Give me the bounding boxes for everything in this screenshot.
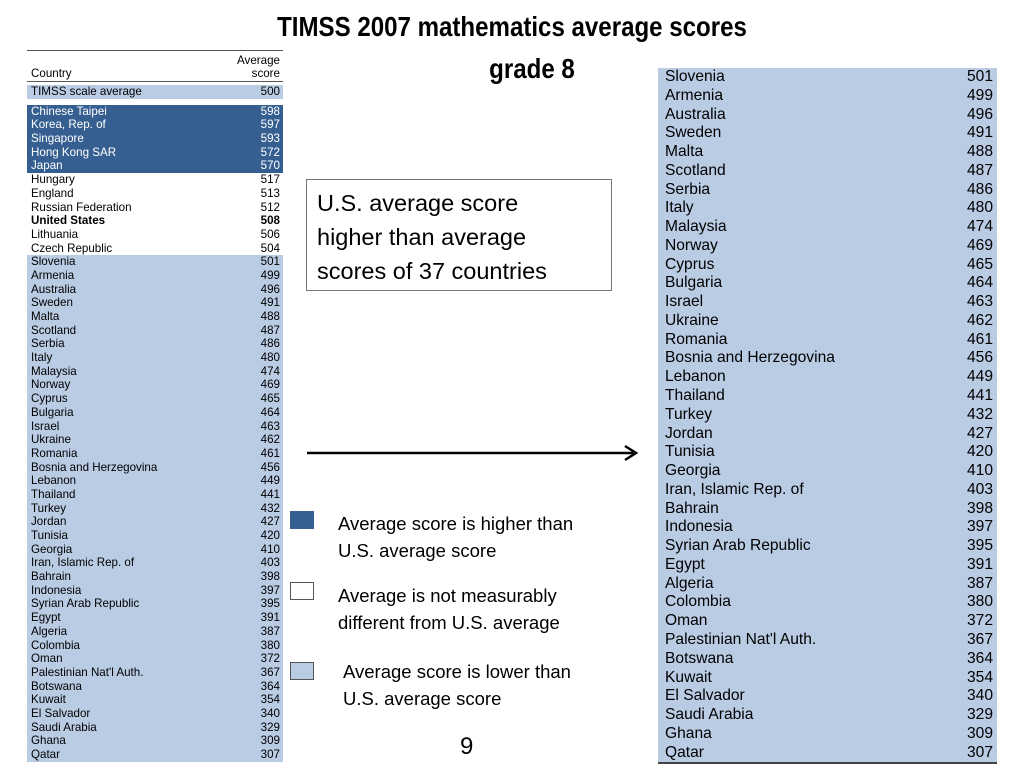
row-country: Thailand bbox=[31, 487, 76, 501]
table-row bbox=[27, 105, 283, 119]
legend-lower bbox=[343, 658, 571, 712]
table-row bbox=[27, 734, 283, 748]
table-row bbox=[658, 481, 997, 500]
row-country: England bbox=[31, 186, 74, 200]
row-score: 456 bbox=[966, 349, 993, 367]
row-score: 501 bbox=[966, 68, 993, 85]
scores-table-lower bbox=[658, 68, 997, 764]
row-score: 449 bbox=[260, 474, 280, 488]
row-score: 461 bbox=[260, 446, 280, 460]
left-table-rows bbox=[27, 105, 283, 762]
table-row bbox=[658, 669, 997, 688]
legend-same-line1: Average is not measurably bbox=[338, 585, 557, 606]
header-score bbox=[237, 54, 280, 80]
row-country: Indonesia bbox=[665, 518, 733, 536]
table-row bbox=[27, 721, 283, 735]
row-country: Turkey bbox=[665, 405, 713, 423]
row-country: Sweden bbox=[31, 296, 73, 310]
row-country: Ukraine bbox=[31, 433, 71, 447]
row-score: 463 bbox=[260, 419, 280, 433]
row-country: Czech Republic bbox=[31, 241, 113, 255]
row-country: Serbia bbox=[31, 337, 65, 351]
legend-lower-line1: Average score is lower than bbox=[343, 661, 571, 682]
row-country: Korea, Rep. of bbox=[31, 118, 106, 132]
row-score: 427 bbox=[260, 515, 280, 529]
row-country: Palestinian Nat'l Auth. bbox=[31, 665, 144, 679]
row-country: Serbia bbox=[665, 180, 711, 198]
slide-subtitle: grade 8 bbox=[489, 53, 575, 84]
row-score: 486 bbox=[966, 180, 993, 198]
row-score: 463 bbox=[966, 293, 993, 311]
table-row bbox=[27, 447, 283, 461]
table-row bbox=[658, 387, 997, 406]
row-score: 598 bbox=[260, 104, 280, 118]
table-row bbox=[658, 87, 997, 106]
legend-swatch-lower bbox=[290, 662, 314, 680]
row-score: 465 bbox=[260, 392, 280, 406]
table-row bbox=[658, 143, 997, 162]
row-score: 410 bbox=[260, 542, 280, 556]
row-country: Sweden bbox=[665, 124, 722, 142]
row-score: 391 bbox=[260, 611, 280, 625]
scores-table-full bbox=[27, 50, 283, 762]
row-score: 432 bbox=[260, 501, 280, 515]
row-score: 469 bbox=[966, 236, 993, 254]
table-row bbox=[27, 611, 283, 625]
table-row bbox=[27, 693, 283, 707]
table-row bbox=[27, 324, 283, 338]
table-row bbox=[658, 68, 997, 87]
table-row bbox=[658, 181, 997, 200]
table-row bbox=[658, 631, 997, 650]
callout-line3: scores of 37 countries bbox=[317, 258, 547, 284]
row-country: Russian Federation bbox=[31, 200, 132, 214]
row-score: 397 bbox=[966, 518, 993, 536]
row-country: Malta bbox=[665, 143, 704, 161]
table-row bbox=[658, 687, 997, 706]
row-score: 391 bbox=[966, 555, 993, 573]
row-country: Indonesia bbox=[31, 583, 82, 597]
table-row bbox=[658, 518, 997, 537]
row-score: 380 bbox=[966, 593, 993, 611]
table-row bbox=[27, 283, 283, 297]
row-score: 487 bbox=[966, 161, 993, 179]
row-score: 364 bbox=[966, 649, 993, 667]
table-row bbox=[27, 570, 283, 584]
table-row bbox=[658, 443, 997, 462]
row-country: Botswana bbox=[31, 679, 82, 693]
row-score: 491 bbox=[260, 296, 280, 310]
table-row bbox=[27, 584, 283, 598]
table-row bbox=[27, 406, 283, 420]
table-row bbox=[658, 575, 997, 594]
table-row bbox=[658, 331, 997, 350]
table-row bbox=[658, 199, 997, 218]
table-row bbox=[658, 256, 997, 275]
legend-lower-line2: U.S. average score bbox=[343, 688, 502, 709]
row-country: Armenia bbox=[665, 86, 724, 104]
callout-line1: U.S. average score bbox=[317, 190, 519, 216]
legend-higher bbox=[338, 510, 573, 564]
row-country: Australia bbox=[665, 105, 726, 123]
table-row bbox=[658, 537, 997, 556]
row-country: Qatar bbox=[31, 748, 60, 761]
table-row bbox=[658, 462, 997, 481]
row-country: Georgia bbox=[665, 462, 721, 480]
table-row bbox=[27, 392, 283, 406]
row-score: 387 bbox=[966, 574, 993, 592]
table-row bbox=[27, 652, 283, 666]
row-score: 461 bbox=[966, 330, 993, 348]
table-row bbox=[27, 310, 283, 324]
legend-same-line2: different from U.S. average bbox=[338, 612, 560, 633]
table-row bbox=[27, 201, 283, 215]
table-row bbox=[27, 269, 283, 283]
row-country: Hong Kong SAR bbox=[31, 145, 117, 159]
row-score: 593 bbox=[260, 132, 280, 146]
row-country: Colombia bbox=[31, 638, 80, 652]
row-country: Saudi Arabia bbox=[31, 720, 97, 734]
row-score: 372 bbox=[966, 612, 993, 630]
row-score: 364 bbox=[260, 679, 280, 693]
row-score: 464 bbox=[260, 405, 280, 419]
row-score: 572 bbox=[260, 145, 280, 159]
table-row bbox=[27, 666, 283, 680]
row-score: 570 bbox=[260, 159, 280, 173]
row-score: 395 bbox=[260, 597, 280, 611]
row-country: Bulgaria bbox=[665, 274, 723, 292]
legend-higher-line1: Average score is higher than bbox=[338, 513, 574, 534]
row-score: 307 bbox=[260, 748, 280, 761]
row-country: Jordan bbox=[665, 424, 713, 442]
table-row bbox=[658, 650, 997, 669]
header-score-line2: score bbox=[251, 67, 280, 80]
row-score: 403 bbox=[260, 556, 280, 570]
table-row bbox=[27, 597, 283, 611]
row-country: Palestinian Nat'l Auth. bbox=[665, 630, 817, 648]
row-country: Georgia bbox=[31, 542, 73, 556]
row-country: Thailand bbox=[665, 387, 725, 405]
row-country: Lithuania bbox=[31, 227, 79, 241]
row-country: Bosnia and Herzegovina bbox=[31, 460, 158, 474]
slide-title: TIMSS 2007 mathematics average scores bbox=[277, 11, 747, 42]
row-score: 513 bbox=[260, 186, 280, 200]
row-country: Ghana bbox=[31, 734, 66, 748]
row-country: Lebanon bbox=[665, 368, 726, 386]
row-score: 506 bbox=[260, 227, 280, 241]
scale-average-row bbox=[27, 85, 283, 99]
table-row bbox=[658, 124, 997, 143]
row-score: 487 bbox=[260, 323, 280, 337]
row-country: Bosnia and Herzegovina bbox=[665, 349, 835, 367]
row-country: Slovenia bbox=[31, 255, 76, 269]
header-country: Country bbox=[31, 67, 72, 80]
table-header bbox=[27, 50, 283, 82]
row-score: 340 bbox=[966, 687, 993, 705]
table-row bbox=[27, 118, 283, 132]
table-row bbox=[27, 159, 283, 173]
row-score: 464 bbox=[966, 274, 993, 292]
callout-box bbox=[306, 179, 612, 291]
row-country: Malaysia bbox=[31, 364, 77, 378]
row-country: Kuwait bbox=[31, 693, 66, 707]
row-score: 480 bbox=[966, 199, 993, 217]
row-score: 398 bbox=[966, 499, 993, 517]
row-score: 469 bbox=[260, 378, 280, 392]
row-country: Iran, Islamic Rep. of bbox=[665, 480, 804, 498]
table-row bbox=[27, 146, 283, 160]
row-score: 491 bbox=[966, 124, 993, 142]
table-row bbox=[658, 274, 997, 293]
row-score: 398 bbox=[260, 570, 280, 584]
row-score: 504 bbox=[260, 241, 280, 255]
row-score: 496 bbox=[260, 282, 280, 296]
row-country: Oman bbox=[665, 612, 708, 630]
table-row bbox=[658, 106, 997, 125]
row-score: 387 bbox=[260, 624, 280, 638]
row-country: Australia bbox=[31, 282, 77, 296]
row-country: Italy bbox=[665, 199, 694, 217]
row-country: Bahrain bbox=[31, 570, 71, 584]
row-score: 427 bbox=[966, 424, 993, 442]
row-country: Chinese Taipei bbox=[31, 104, 107, 118]
row-country: Romania bbox=[665, 330, 728, 348]
row-score: 340 bbox=[260, 706, 280, 720]
row-score: 474 bbox=[966, 218, 993, 236]
legend-higher-line2: U.S. average score bbox=[338, 540, 497, 561]
row-score: 486 bbox=[260, 337, 280, 351]
row-score: 597 bbox=[260, 118, 280, 132]
row-country: Qatar bbox=[665, 743, 704, 761]
page-number: 9 bbox=[460, 733, 474, 760]
table-row bbox=[658, 406, 997, 425]
table-row bbox=[658, 612, 997, 631]
row-country: Iran, Islamic Rep. of bbox=[31, 556, 135, 570]
row-score: 500 bbox=[260, 85, 280, 98]
table-row bbox=[658, 349, 997, 368]
row-score: 397 bbox=[260, 583, 280, 597]
legend-swatch-same bbox=[290, 582, 314, 600]
row-score: 367 bbox=[260, 665, 280, 679]
table-row bbox=[27, 707, 283, 721]
row-score: 488 bbox=[260, 310, 280, 323]
row-score: 441 bbox=[966, 387, 993, 405]
table-row bbox=[658, 237, 997, 256]
row-score: 403 bbox=[966, 480, 993, 498]
row-country: Colombia bbox=[665, 593, 731, 611]
row-country: Kuwait bbox=[665, 668, 712, 686]
table-row bbox=[27, 255, 283, 269]
table-row bbox=[27, 433, 283, 447]
table-row bbox=[27, 748, 283, 762]
row-country: Ghana bbox=[665, 724, 712, 742]
row-score: 432 bbox=[966, 405, 993, 423]
row-score: 420 bbox=[260, 529, 280, 542]
row-country: Egypt bbox=[665, 555, 705, 573]
row-country: Israel bbox=[31, 419, 60, 433]
row-country: United States bbox=[31, 214, 106, 228]
row-country: Tunisia bbox=[665, 443, 715, 461]
table-row bbox=[658, 425, 997, 444]
table-row bbox=[27, 378, 283, 392]
row-score: 329 bbox=[966, 706, 993, 724]
table-row bbox=[27, 625, 283, 639]
row-country: Bahrain bbox=[665, 499, 719, 517]
row-country: Ukraine bbox=[665, 311, 719, 329]
row-country: Egypt bbox=[31, 611, 61, 625]
row-country: Italy bbox=[31, 351, 53, 365]
row-score: 329 bbox=[260, 720, 280, 734]
row-score: 456 bbox=[260, 460, 280, 474]
row-score: 499 bbox=[260, 268, 280, 282]
row-score: 449 bbox=[966, 368, 993, 386]
table-row bbox=[27, 474, 283, 488]
table-row bbox=[658, 293, 997, 312]
table-row bbox=[27, 488, 283, 502]
table-row bbox=[658, 593, 997, 612]
row-country: Singapore bbox=[31, 132, 84, 146]
table-row bbox=[658, 162, 997, 181]
row-country: Syrian Arab Republic bbox=[31, 597, 140, 611]
row-score: 508 bbox=[260, 214, 280, 228]
row-score: 372 bbox=[260, 652, 280, 666]
row-country: Saudi Arabia bbox=[665, 706, 754, 724]
row-country: Hungary bbox=[31, 173, 75, 187]
table-row bbox=[27, 529, 283, 543]
row-score: 462 bbox=[966, 311, 993, 329]
table-row bbox=[658, 706, 997, 725]
row-score: 517 bbox=[260, 173, 280, 187]
row-country: Tunisia bbox=[31, 529, 68, 542]
row-score: 441 bbox=[260, 487, 280, 501]
table-row bbox=[658, 368, 997, 387]
row-country: Cyprus bbox=[665, 255, 715, 273]
row-country: Cyprus bbox=[31, 392, 68, 406]
row-score: 499 bbox=[966, 86, 993, 104]
table-row bbox=[658, 725, 997, 744]
table-row bbox=[27, 132, 283, 146]
row-score: 496 bbox=[966, 105, 993, 123]
row-score: 462 bbox=[260, 433, 280, 447]
table-row bbox=[27, 502, 283, 516]
table-row bbox=[658, 312, 997, 331]
row-country: Algeria bbox=[31, 624, 68, 638]
table-row bbox=[658, 556, 997, 575]
row-score: 410 bbox=[966, 462, 993, 480]
row-country: Bulgaria bbox=[31, 405, 74, 419]
row-country: Norway bbox=[665, 236, 718, 254]
table-row bbox=[27, 365, 283, 379]
row-score: 395 bbox=[966, 537, 993, 555]
legend-swatch-higher bbox=[290, 511, 314, 529]
row-country: Norway bbox=[31, 378, 71, 392]
row-country: Malta bbox=[31, 310, 60, 323]
row-country: TIMSS scale average bbox=[31, 85, 142, 98]
table-row bbox=[27, 420, 283, 434]
row-country: Algeria bbox=[665, 574, 714, 592]
row-country: Syrian Arab Republic bbox=[665, 537, 811, 555]
table-row bbox=[27, 296, 283, 310]
table-row bbox=[27, 639, 283, 653]
row-country: Armenia bbox=[31, 268, 75, 282]
row-score: 512 bbox=[260, 200, 280, 214]
row-country: Turkey bbox=[31, 501, 67, 515]
right-arrow-icon bbox=[305, 441, 645, 465]
row-score: 380 bbox=[260, 638, 280, 652]
row-country: Oman bbox=[31, 652, 63, 666]
row-country: Japan bbox=[31, 159, 63, 173]
legend-same bbox=[338, 582, 560, 636]
table-row bbox=[27, 337, 283, 351]
table-row bbox=[658, 218, 997, 237]
row-country: Scotland bbox=[31, 323, 77, 337]
row-country: Israel bbox=[665, 293, 704, 311]
row-country: El Salvador bbox=[31, 706, 91, 720]
table-row bbox=[27, 461, 283, 475]
row-score: 480 bbox=[260, 351, 280, 365]
table-row bbox=[27, 187, 283, 201]
table-row bbox=[658, 744, 997, 763]
right-table-rows bbox=[658, 68, 997, 762]
row-country: Malaysia bbox=[665, 218, 727, 236]
table-row bbox=[27, 228, 283, 242]
row-score: 307 bbox=[966, 743, 993, 761]
row-score: 309 bbox=[966, 724, 993, 742]
row-score: 354 bbox=[966, 668, 993, 686]
callout-line2: higher than average bbox=[317, 224, 527, 250]
table-row bbox=[27, 242, 283, 256]
table-row bbox=[27, 680, 283, 694]
table-row bbox=[27, 214, 283, 228]
row-score: 367 bbox=[966, 630, 993, 648]
row-country: El Salvador bbox=[665, 687, 745, 705]
table-row bbox=[27, 543, 283, 557]
table-row bbox=[658, 500, 997, 519]
row-score: 354 bbox=[260, 693, 280, 707]
row-country: Romania bbox=[31, 446, 78, 460]
row-score: 501 bbox=[260, 255, 280, 269]
header-score-line1: Average bbox=[237, 54, 280, 67]
row-country: Scotland bbox=[665, 161, 726, 179]
row-score: 420 bbox=[966, 443, 993, 461]
row-country: Botswana bbox=[665, 649, 734, 667]
row-score: 474 bbox=[260, 364, 280, 378]
row-score: 465 bbox=[966, 255, 993, 273]
row-country: Lebanon bbox=[31, 474, 77, 488]
table-row bbox=[27, 556, 283, 570]
row-country: Jordan bbox=[31, 515, 67, 529]
row-score: 309 bbox=[260, 734, 280, 748]
table-row bbox=[27, 515, 283, 529]
row-country: Slovenia bbox=[665, 68, 725, 85]
table-row bbox=[27, 351, 283, 365]
table-row bbox=[27, 173, 283, 187]
row-score: 488 bbox=[966, 143, 993, 161]
